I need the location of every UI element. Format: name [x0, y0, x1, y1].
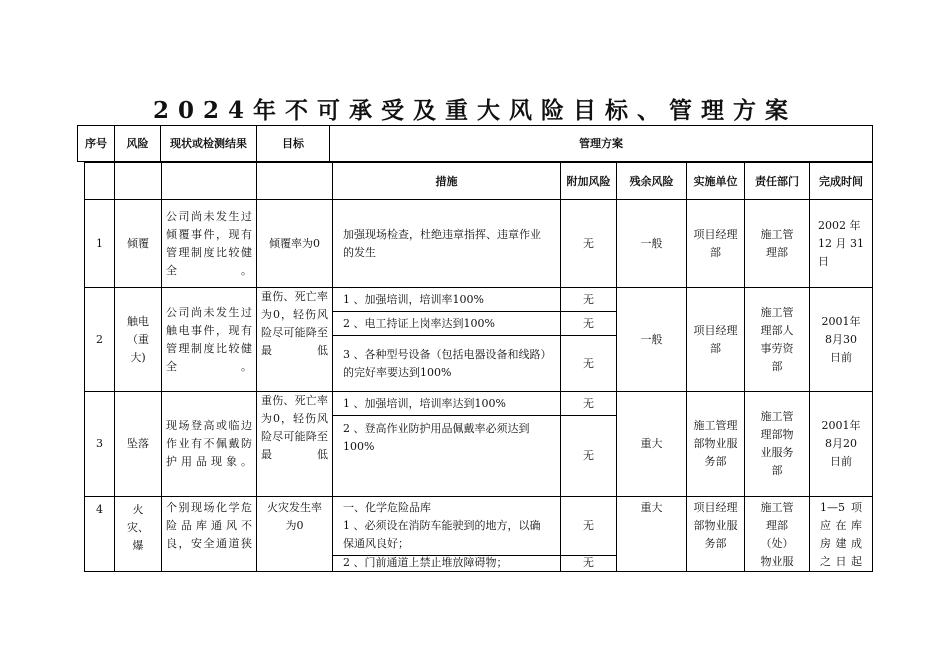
row-risk: 火灾、爆 [115, 497, 162, 572]
row-measure: 1 、加强培训，培训率100% [333, 288, 561, 312]
row-risk: 坠落 [115, 392, 162, 497]
row-extra-risk: 无 [561, 555, 617, 571]
row-residual-risk: 重大 [617, 392, 687, 497]
header-residual-risk: 残余风险 [617, 163, 687, 200]
header-time: 完成时间 [810, 163, 873, 200]
row-dept: 施工管理部物业服务部 [745, 392, 810, 497]
row-dept: 施工管理部（处）物业服 [745, 497, 810, 572]
row-measure: 加强现场检查，杜绝违章指挥、违章作业的发生 [333, 200, 561, 288]
risk-table [84, 162, 873, 572]
table-row [85, 497, 873, 556]
row-residual-risk: 重大 [617, 497, 687, 572]
row-seq: 2 [85, 288, 115, 392]
blank-cell [162, 163, 257, 200]
row-dept: 施工管理部人事劳资部 [745, 288, 810, 392]
row-target: 倾覆率为0 [257, 200, 333, 288]
row-residual-risk: 一般 [617, 200, 687, 288]
header-target: 目标 [257, 126, 330, 162]
row-extra-risk: 无 [561, 312, 617, 336]
header-dept: 责任部门 [745, 163, 810, 200]
row-extra-risk: 无 [561, 288, 617, 312]
table-row [85, 392, 873, 416]
row-time: 1—5 项应在库房建成之日起 [810, 497, 873, 572]
row-risk: 触电（重大) [115, 288, 162, 392]
blank-cell [115, 163, 162, 200]
row-time: 2002 年 12 月 31 日 [810, 200, 873, 288]
row-target: 重伤、死亡率为0，轻伤风险尽可能降至最低 [257, 392, 333, 497]
row-status: 现场登高或临边作业有不佩戴防护用品现象。 [162, 392, 257, 497]
header-risk: 风险 [115, 126, 161, 162]
row-measure: 1 、加强培训，培训率达到100% [333, 392, 561, 416]
header-seq: 序号 [78, 126, 115, 162]
row-unit: 施工管理部物业服务部 [687, 392, 745, 497]
header-extra-risk: 附加风险 [561, 163, 617, 200]
table-row [85, 288, 873, 312]
header-plan: 管理方案 [330, 126, 873, 162]
row-measure: 3 、各种型号设备（包括电器设备和线路）的完好率要达到100% [333, 336, 561, 392]
row-dept: 施工管理部 [745, 200, 810, 288]
row-measure: 2 、门前通道上禁止堆放障碍物； [333, 555, 561, 571]
table-row [85, 200, 873, 288]
row-measure: 2 、登高作业防护用品佩戴率必须达到100% [333, 416, 561, 497]
row-target: 重伤、死亡率为0，轻伤风险尽可能降至最低 [257, 288, 333, 392]
row-status: 公司尚未发生过触电事件，现有管理制度比较健全。 [162, 288, 257, 392]
header-unit: 实施单位 [687, 163, 745, 200]
row-status: 个别现场化学危险品库通风不良，安全通道狭 [162, 497, 257, 572]
row-status: 公司尚未发生过倾覆事件，现有管理制度比较健全。 [162, 200, 257, 288]
row-residual-risk: 一般 [617, 288, 687, 392]
row-seq: 4 [85, 497, 115, 572]
row-time: 2001年8月20日前 [810, 392, 873, 497]
row-extra-risk: 无 [561, 336, 617, 392]
header-measure: 措施 [333, 163, 561, 200]
blank-cell [85, 163, 115, 200]
row-measure: 一、化学危险品库 1 、必须设在消防车能驶到的地方，以确保通风良好； [333, 497, 561, 556]
page-title: 2024年不可承受及重大风险目标、管理方案 [152, 97, 797, 124]
header-table-top [77, 125, 873, 162]
row-seq: 1 [85, 200, 115, 288]
header-status: 现状或检测结果 [161, 126, 257, 162]
row-unit: 项目经理部 [687, 288, 745, 392]
row-extra-risk: 无 [561, 416, 617, 497]
row-extra-risk: 无 [561, 392, 617, 416]
row-unit: 项目经理部 [687, 200, 745, 288]
row-extra-risk: 无 [561, 200, 617, 288]
row-risk: 倾覆 [115, 200, 162, 288]
row-time: 2001年8月30日前 [810, 288, 873, 392]
row-measure: 2 、电工持证上岗率达到100% [333, 312, 561, 336]
blank-cell [257, 163, 333, 200]
row-unit: 项目经理部物业服务部 [687, 497, 745, 572]
row-target: 火灾发生率为0 [257, 497, 333, 572]
row-extra-risk: 无 [561, 497, 617, 556]
row-seq: 3 [85, 392, 115, 497]
